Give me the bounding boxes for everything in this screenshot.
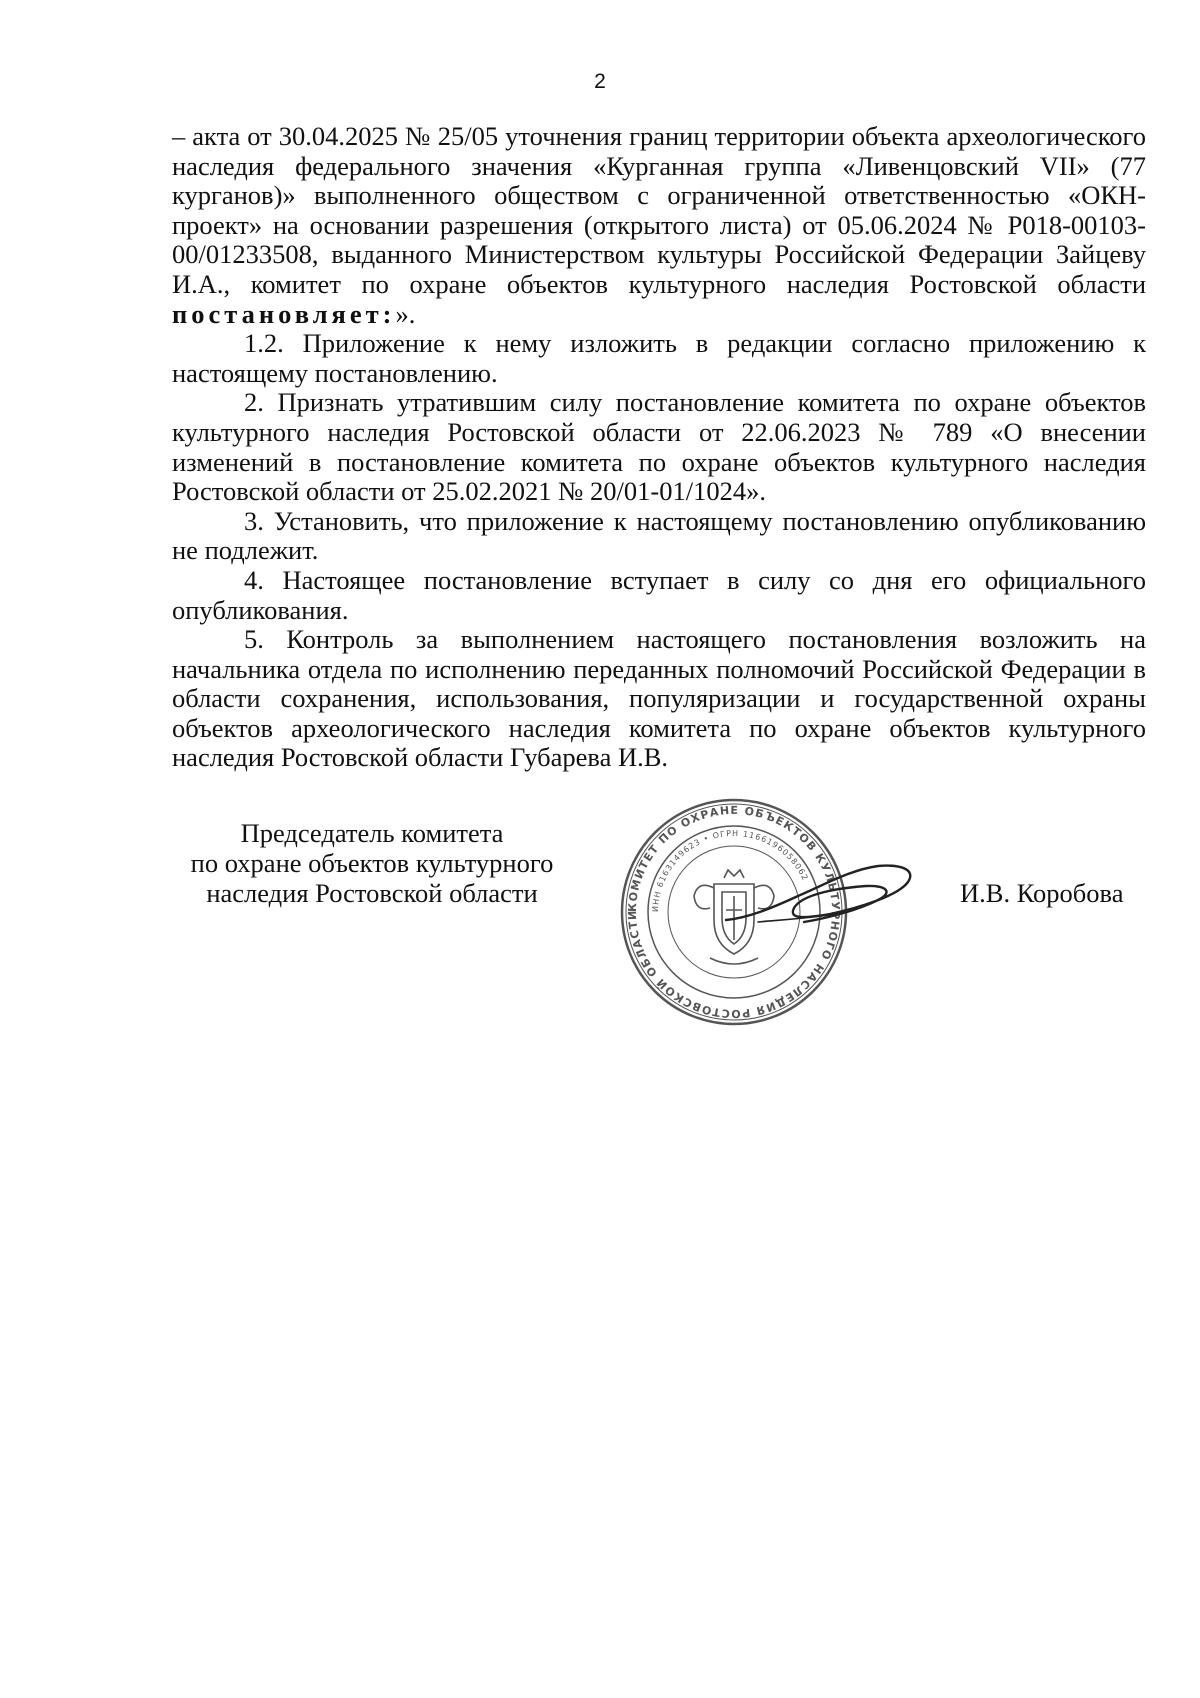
handwritten-signature-icon (718, 848, 928, 948)
paragraph-item-3: 3. Установить, что приложение к настоящему постановлению опубликованию не подлежит. (172, 505, 1146, 566)
document-body (172, 122, 1146, 773)
paragraph-suffix: ». (395, 298, 416, 329)
position-line: наследия Ростовской области (206, 878, 538, 908)
position-line: по охране объектов культурного (190, 848, 554, 878)
paragraph-text: – акта от 30.04.2025 № 25/05 уточнения границ территории объекта археологического наследия федерального значения «Курганная группа «Ливенцовский VII» (77 курганов)» выполненного обществом с ограниченной ответственностью «ОКН-проект» на основании разрешения (открытого листа) от 05.06.2024 № Р018-00103-00/01233508, выданного Министерством культуры Российской Федерации Зайцеву И.А., комитет по охране объектов культурного наследия Ростовской области (172, 121, 1146, 299)
paragraph-item-4: 4. Настоящее постановление вступает в силу со дня его официального опубликования. (172, 564, 1146, 625)
paragraph-item-5: 5. Контроль за выполнением настоящего постановления возложить на начальника отдела по исполнению переданных полномочий Российской Федерации в области сохранения, использования, популяризации и государственной охраны объектов археологического наследия комитета по охране объектов культурного наследия Ростовской области Губарева И.В. (172, 624, 1146, 773)
seal-outer-text: КОМИТЕТ ПО ОХРАНЕ ОБЪЕКТОВ КУЛЬТУРНОГО НАСЛЕДИЯ РОСТОВСКОЙ ОБЛАСТИ (625, 803, 843, 1021)
paragraph-item-1-2: 1.2. Приложение к нему изложить в редакции согласно приложению к настоящему постановлению. (172, 328, 1146, 388)
seal-inner-text: ИНН 6163149623 • ОГРН 1166196058062 (650, 828, 811, 913)
signatory-position (172, 818, 572, 908)
paragraph-act-reference (172, 122, 1146, 329)
paragraph-item-2: 2. Признать утратившим силу постановление комитета по охране объектов культурного наследия Ростовской области от 22.06.2023 № 789 «О внесении изменений в постановление комитета по охране объектов культурного наследия Ростовской области от 25.02.2021 № 20/01-01/1024». (172, 387, 1146, 507)
signatory-name: И.В. Коробова (960, 878, 1124, 908)
emphasis-decree: постановляет: (172, 298, 396, 329)
page-number: 2 (594, 70, 606, 93)
position-line: Председатель комитета (240, 818, 504, 848)
